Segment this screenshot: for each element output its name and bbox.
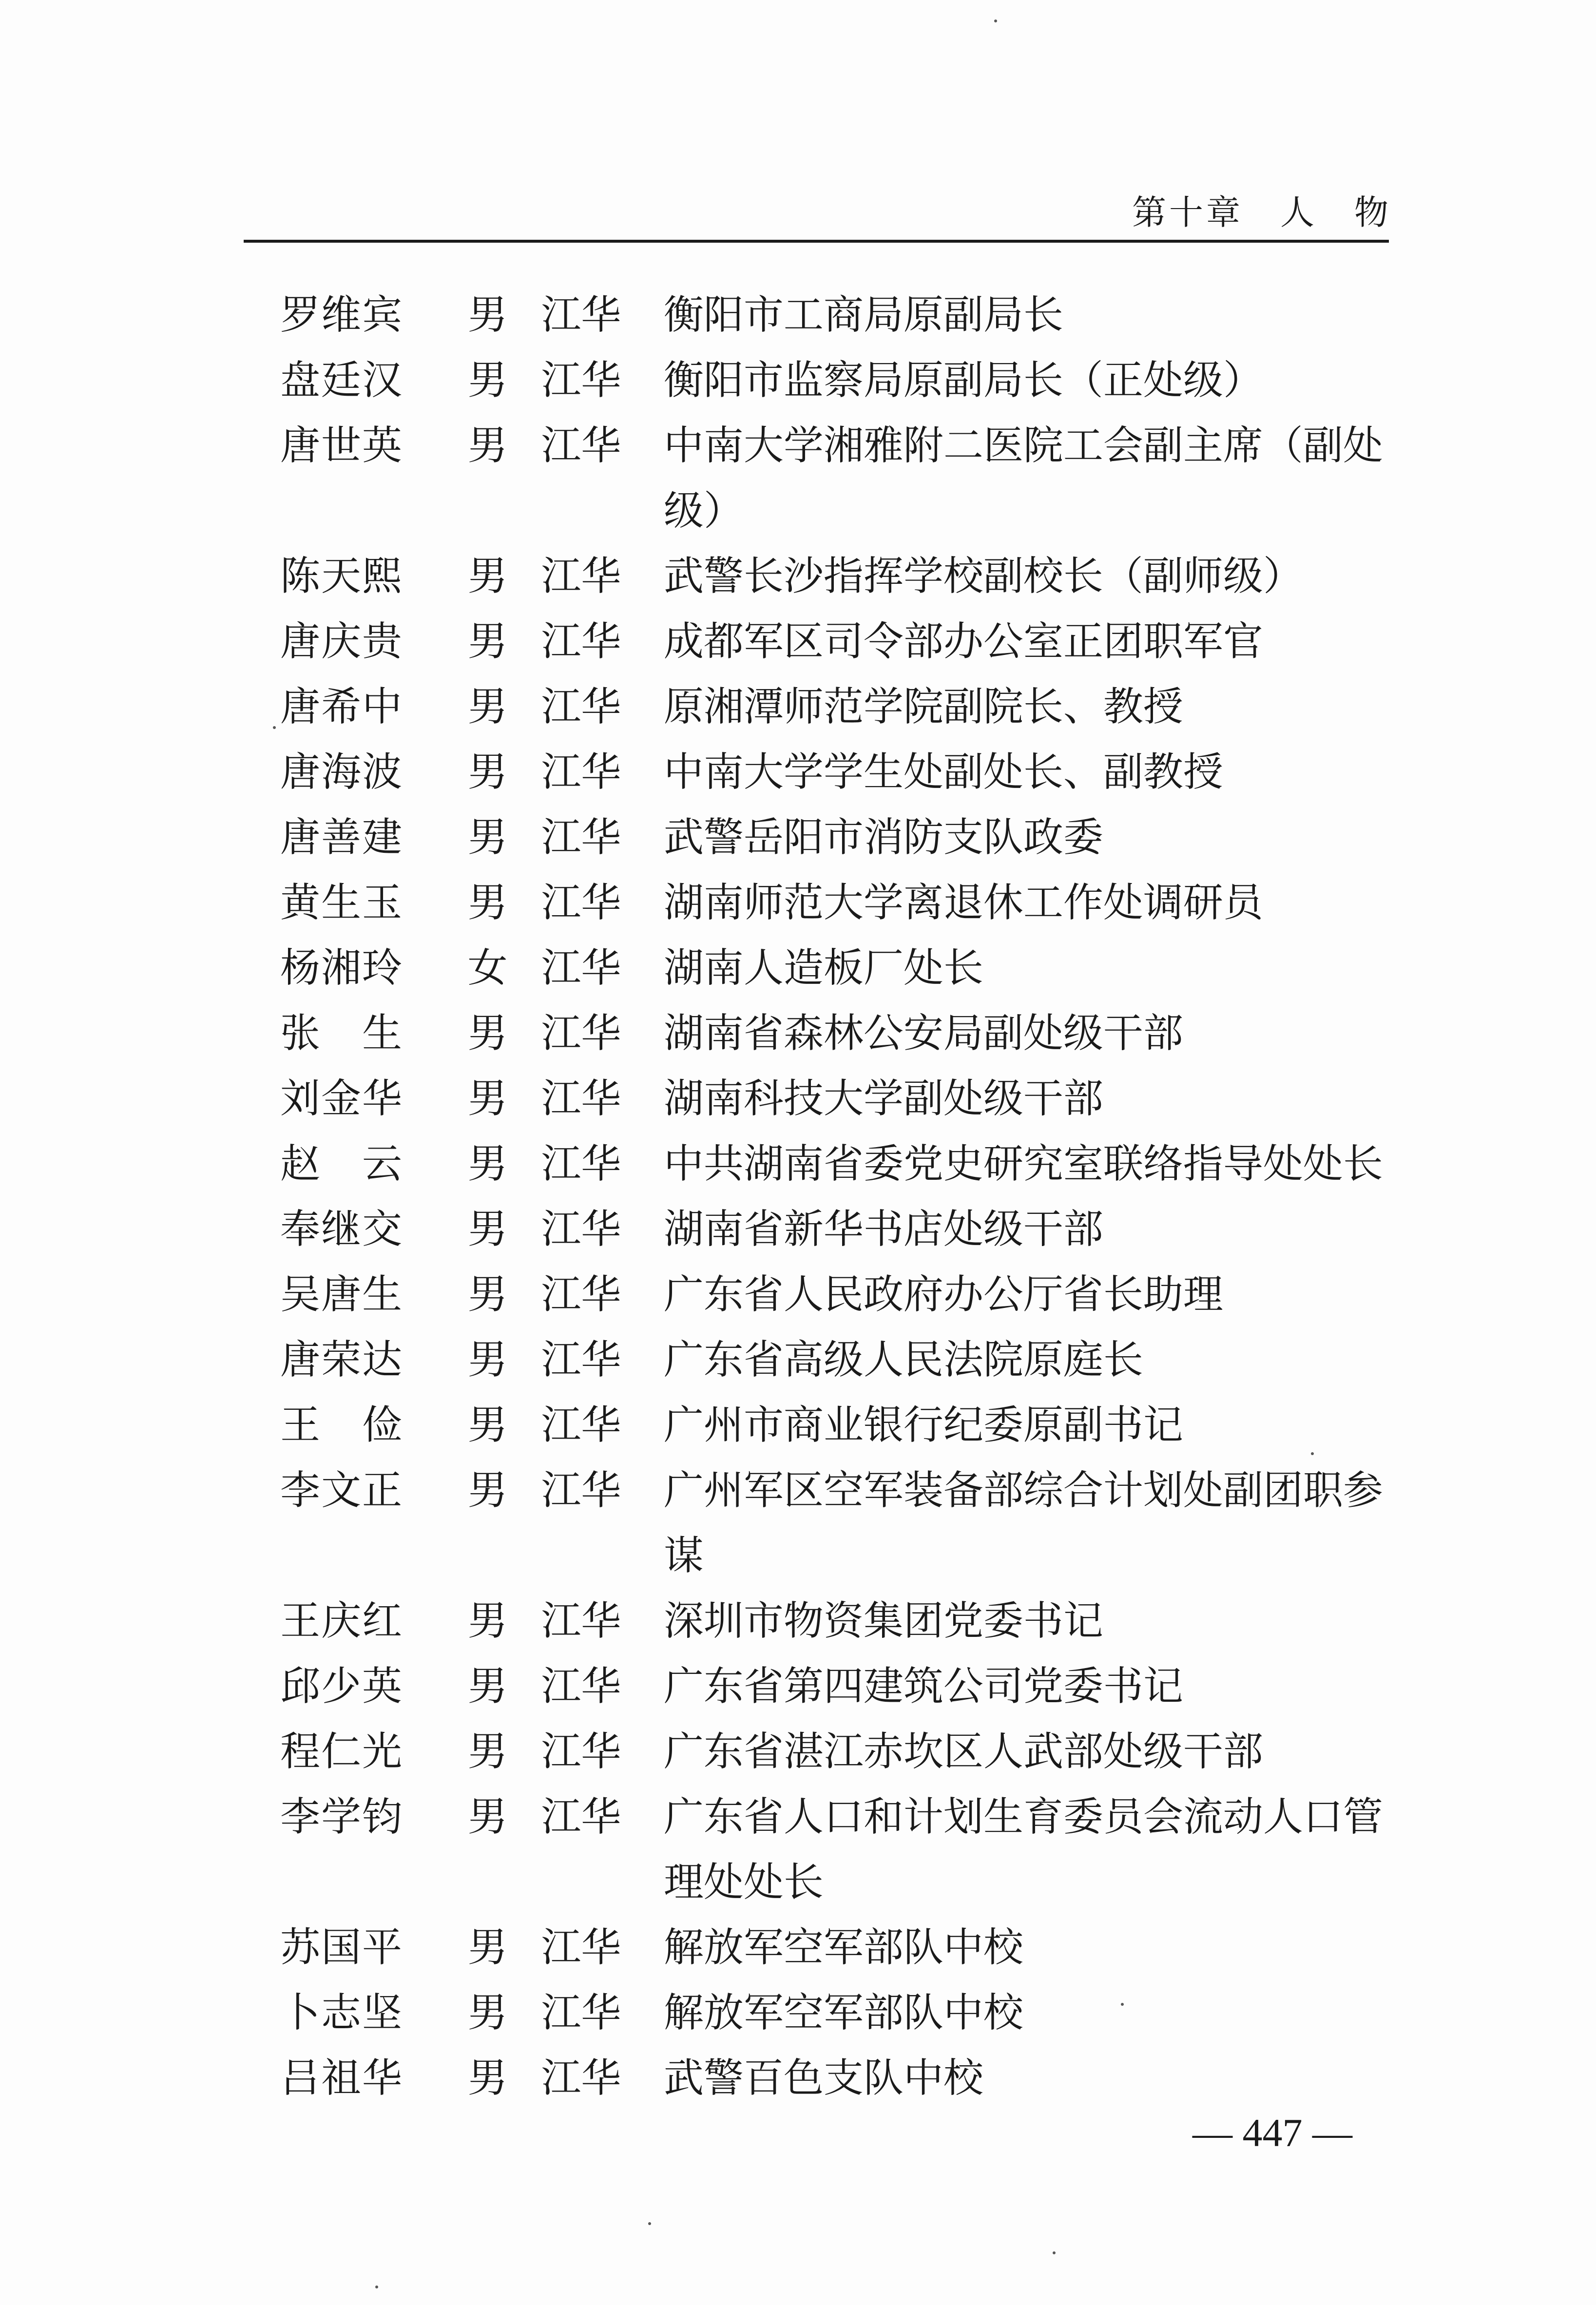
- person-native-place: 江华: [541, 1598, 621, 1644]
- roster-row: [280, 740, 1401, 805]
- person-gender: 男: [467, 553, 508, 599]
- chapter-header: 第十章 人 物: [1132, 192, 1391, 232]
- person-position: 湖南省森林公安局副处级干部: [663, 1010, 1183, 1056]
- person-gender: 男: [467, 749, 508, 795]
- person-gender: 男: [467, 1206, 508, 1252]
- person-native-place: 江华: [541, 1663, 621, 1710]
- person-name: 王 俭: [280, 1402, 404, 1448]
- person-name: 唐荣达: [280, 1337, 404, 1383]
- person-position: 深圳市物资集团党委书记: [663, 1598, 1103, 1644]
- scan-speck: [1121, 2003, 1124, 2006]
- person-name: 刘金华: [280, 1076, 404, 1122]
- person-name: 张 生: [280, 1010, 404, 1056]
- roster-row: [280, 413, 1401, 544]
- roster-row: [280, 544, 1401, 609]
- roster-row: [280, 1393, 1401, 1458]
- person-native-place: 江华: [541, 1337, 621, 1383]
- person-name: 唐善建: [280, 814, 404, 861]
- roster-row: [280, 283, 1401, 348]
- person-gender: 男: [467, 1076, 508, 1122]
- roster-row: [280, 2046, 1401, 2111]
- person-gender: 男: [467, 292, 508, 338]
- roster-row: [280, 1719, 1401, 1785]
- person-name: 李文正: [280, 1467, 404, 1514]
- person-name: 卜志坚: [280, 1990, 404, 2036]
- person-position: 中南大学学生处副处长、副教授: [663, 749, 1223, 795]
- roster-row: [280, 1785, 1401, 1915]
- person-position: 广州市商业银行纪委原副书记: [663, 1402, 1183, 1448]
- person-gender: 男: [467, 357, 508, 403]
- person-position: 广东省高级人民法院原庭长: [663, 1337, 1143, 1383]
- person-native-place: 江华: [541, 2055, 621, 2101]
- person-name: 唐世英: [280, 423, 404, 469]
- person-name: 唐海波: [280, 749, 404, 795]
- person-position: 成都军区司令部办公室正团职军官: [663, 618, 1263, 665]
- person-native-place: 江华: [541, 814, 621, 861]
- person-name: 杨湘玲: [280, 945, 404, 991]
- person-native-place: 江华: [541, 1990, 621, 2036]
- person-position: 武警岳阳市消防支队政委: [663, 814, 1103, 861]
- person-name: 唐庆贵: [280, 618, 404, 665]
- person-name: 苏国平: [280, 1924, 404, 1971]
- person-gender: 男: [467, 1663, 508, 1710]
- roster-row: [280, 1654, 1401, 1719]
- person-gender: 男: [467, 618, 508, 665]
- person-native-place: 江华: [541, 1402, 621, 1448]
- person-gender: 男: [467, 1729, 508, 1775]
- person-gender: 男: [467, 684, 508, 730]
- person-position: 中共湖南省委党史研究室联络指导处处长: [663, 1141, 1383, 1187]
- person-native-place: 江华: [541, 1794, 621, 1840]
- person-name: 罗维宾: [280, 292, 404, 338]
- person-native-place: 江华: [541, 1271, 621, 1318]
- person-native-place: 江华: [541, 423, 621, 469]
- person-position: 湖南师范大学离退休工作处调研员: [663, 880, 1263, 926]
- person-name: 唐希中: [280, 684, 404, 730]
- roster-row: [280, 1915, 1401, 1980]
- person-name: 李学钧: [280, 1794, 404, 1840]
- person-position: 衡阳市工商局原副局长: [663, 292, 1063, 338]
- person-gender: 男: [467, 1337, 508, 1383]
- person-gender: 男: [467, 814, 508, 861]
- person-gender: 男: [467, 1598, 508, 1644]
- person-native-place: 江华: [541, 1729, 621, 1775]
- roster-row: [280, 674, 1401, 740]
- person-position: 广东省第四建筑公司党委书记: [663, 1663, 1183, 1710]
- roster-row: [280, 609, 1401, 674]
- roster-row: [280, 1327, 1401, 1393]
- roster-row: [280, 870, 1401, 936]
- person-gender: 男: [467, 1924, 508, 1971]
- person-name: 程仁光: [280, 1729, 404, 1775]
- scan-speck: [273, 726, 276, 729]
- person-position: 解放军空军部队中校: [663, 1990, 1023, 2036]
- person-gender: 男: [467, 1141, 508, 1187]
- person-name: 赵 云: [280, 1141, 404, 1187]
- person-name: 黄生玉: [280, 880, 404, 926]
- person-name: 奉继交: [280, 1206, 404, 1252]
- person-name: 吕祖华: [280, 2055, 404, 2101]
- person-native-place: 江华: [541, 684, 621, 730]
- roster-row: [280, 1001, 1401, 1066]
- roster-list: [280, 283, 1401, 2111]
- scan-speck: [994, 19, 997, 22]
- person-name: 吴唐生: [280, 1271, 404, 1318]
- person-position: 广东省湛江赤坎区人武部处级干部: [663, 1729, 1263, 1775]
- person-native-place: 江华: [541, 1924, 621, 1971]
- roster-row: [280, 348, 1401, 413]
- page-number: — 447 —: [1192, 2111, 1352, 2155]
- person-position: 武警长沙指挥学校副校长（副师级）: [663, 553, 1303, 599]
- person-name: 邱少英: [280, 1663, 404, 1710]
- person-gender: 男: [467, 1271, 508, 1318]
- person-name: 陈天熙: [280, 553, 404, 599]
- person-native-place: 江华: [541, 292, 621, 338]
- person-native-place: 江华: [541, 880, 621, 926]
- roster-row: [280, 805, 1401, 870]
- person-name: 王庆红: [280, 1598, 404, 1644]
- person-native-place: 江华: [541, 1467, 621, 1514]
- person-position: 衡阳市监察局原副局长（正处级）: [663, 357, 1263, 403]
- roster-row: [280, 1458, 1401, 1589]
- header-rule: [244, 240, 1389, 243]
- person-native-place: 江华: [541, 553, 621, 599]
- person-gender: 男: [467, 1467, 508, 1514]
- person-gender: 男: [467, 423, 508, 469]
- person-native-place: 江华: [541, 618, 621, 665]
- person-position: 广东省人民政府办公厅省长助理: [663, 1271, 1223, 1318]
- person-position: 湖南科技大学副处级干部: [663, 1076, 1103, 1122]
- person-name: 盘廷汉: [280, 357, 404, 403]
- person-position: 湖南省新华书店处级干部: [663, 1206, 1103, 1252]
- roster-row: [280, 1197, 1401, 1262]
- roster-row: [280, 1066, 1401, 1132]
- person-position: 解放军空军部队中校: [663, 1924, 1023, 1971]
- person-native-place: 江华: [541, 749, 621, 795]
- scan-speck: [1311, 1452, 1314, 1455]
- person-position: 武警百色支队中校: [663, 2055, 983, 2101]
- person-native-place: 江华: [541, 945, 621, 991]
- scan-speck: [375, 2286, 378, 2288]
- scan-speck: [1053, 2251, 1056, 2254]
- person-position: 广州军区空军装备部综合计划处副团职参谋: [663, 1467, 1383, 1579]
- person-position: 原湘潭师范学院副院长、教授: [663, 684, 1183, 730]
- person-gender: 男: [467, 1990, 508, 2036]
- person-native-place: 江华: [541, 1076, 621, 1122]
- person-position: 广东省人口和计划生育委员会流动人口管理处处长: [663, 1794, 1383, 1905]
- person-native-place: 江华: [541, 1010, 621, 1056]
- scan-speck: [648, 2222, 651, 2225]
- roster-row: [280, 1980, 1401, 2046]
- person-gender: 女: [467, 945, 508, 991]
- person-native-place: 江华: [541, 357, 621, 403]
- person-native-place: 江华: [541, 1141, 621, 1187]
- person-gender: 男: [467, 2055, 508, 2101]
- roster-row: [280, 1262, 1401, 1327]
- roster-row: [280, 1589, 1401, 1654]
- person-position: 中南大学湘雅附二医院工会副主席（副处级）: [663, 423, 1383, 534]
- person-gender: 男: [467, 880, 508, 926]
- person-gender: 男: [467, 1402, 508, 1448]
- person-gender: 男: [467, 1794, 508, 1840]
- roster-row: [280, 1132, 1401, 1197]
- person-position: 湖南人造板厂处长: [663, 945, 983, 991]
- roster-row: [280, 936, 1401, 1001]
- person-gender: 男: [467, 1010, 508, 1056]
- person-native-place: 江华: [541, 1206, 621, 1252]
